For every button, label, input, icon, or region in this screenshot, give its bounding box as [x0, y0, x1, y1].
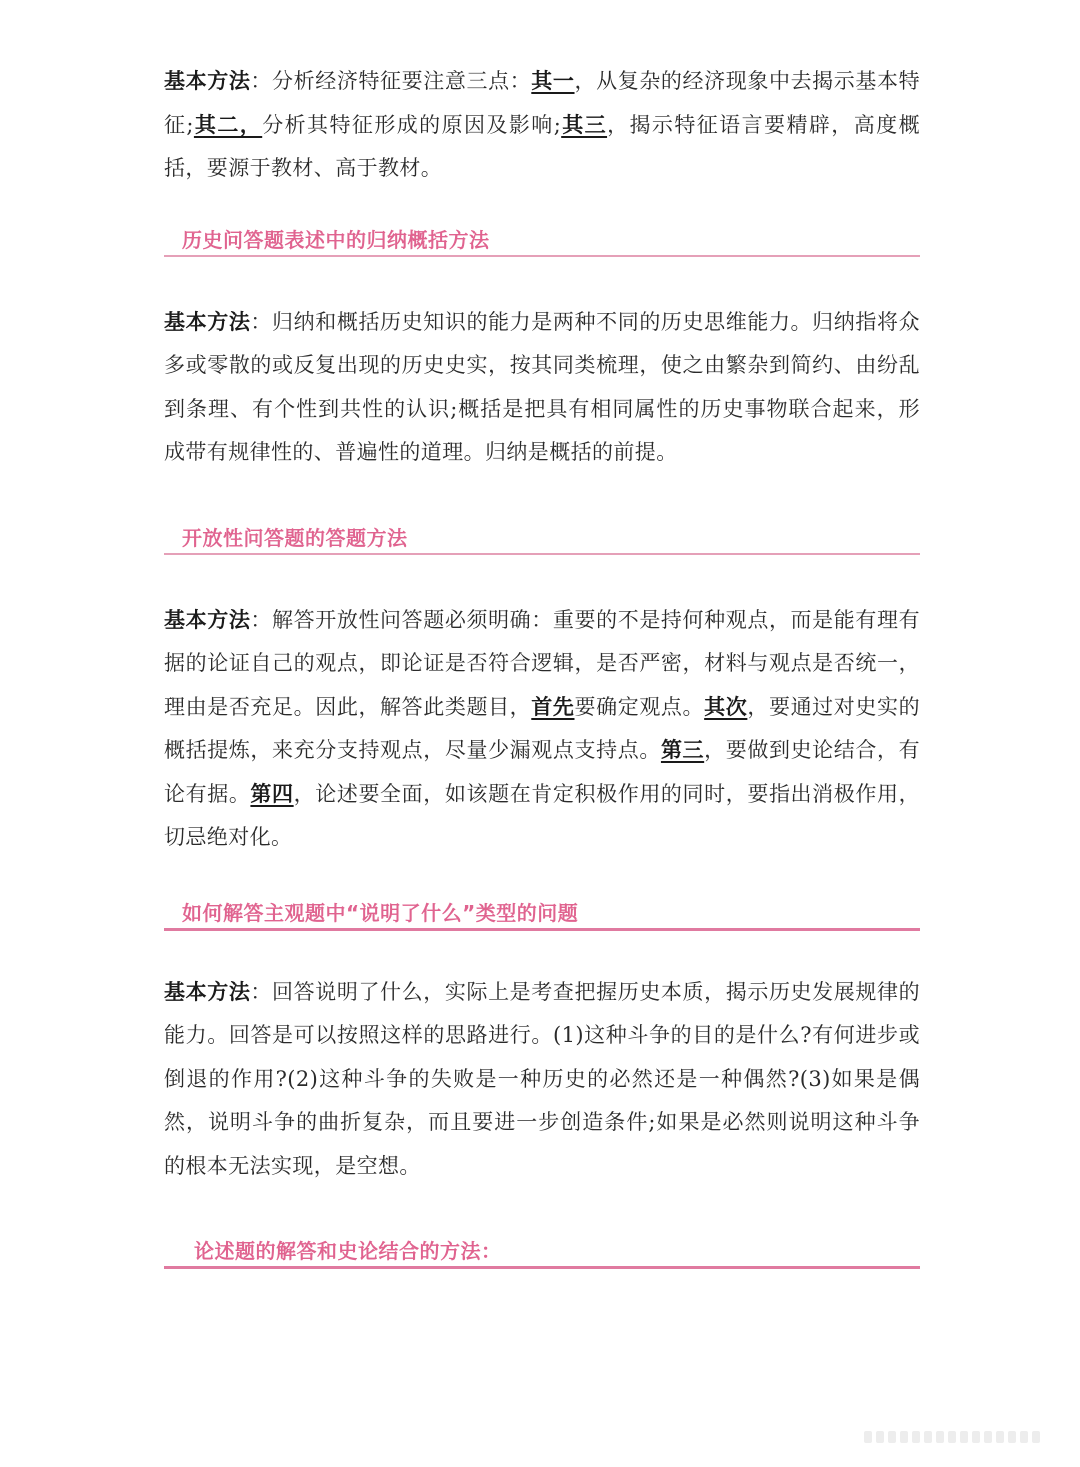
section-heading-what-it-shows	[164, 880, 920, 931]
section-heading-text: 论述题的解答和史论结合的方法：	[194, 1239, 502, 1263]
edge-mark	[888, 1431, 896, 1443]
emphasis-second: 其二，	[193, 112, 263, 137]
edge-mark	[1008, 1431, 1016, 1443]
section-heading-induction	[164, 207, 920, 257]
paragraph-text: 分析其特征形成的原因及影响;	[262, 112, 562, 137]
paragraph-lead: 基本方法	[164, 979, 251, 1004]
paragraph-text: ：解答开放性问答题必须明确：重要的不是持何种观点，而是能有理有据的论证自己的观点，即论证是否符合逻辑，是否严密，材料与观点是否统一，理由是否充足。因此，解答此类题目，	[164, 607, 920, 719]
edge-mark	[1020, 1431, 1028, 1443]
paragraph-text: ：分析经济特征要注意三点：	[250, 69, 532, 93]
section-heading-text: 如何解答主观题中“说明了什么”类型的问题	[182, 900, 579, 925]
edge-mark	[876, 1431, 884, 1443]
paragraph-lead: 基本方法	[164, 607, 251, 632]
paragraph-text: ，论述要全面，如该题在肯定积极作用的同时，要指出消极作用，切忌绝对化。	[164, 781, 920, 849]
edge-mark	[864, 1431, 872, 1443]
paragraph-text: ，要做到史论结合，有论有据。	[164, 738, 921, 806]
paragraph-text: ：回答说明了什么，实际上是考查把握历史本质，揭示历史发展规律的能力。回答是可以按照这样的思路进行。(1)这种斗争的目的是什么?有何进步或倒退的作用?(2)这种斗争的失败是一种历史的必然还是一种偶然?(3)如果是偶然，说明斗争的曲折复杂，而且要进一步创造条件;如果是必然则说明这种斗争的根本无法实现，是空想。	[164, 979, 920, 1178]
emphasis-secondly: 其次	[704, 694, 748, 719]
paragraph-induction	[164, 301, 920, 475]
edge-mark	[900, 1431, 908, 1443]
edge-mark	[984, 1431, 992, 1443]
paragraph-text: 要确定观点。	[574, 694, 705, 719]
paragraph-lead: 基本方法	[164, 69, 251, 93]
edge-mark	[996, 1431, 1004, 1443]
edge-mark	[948, 1431, 956, 1443]
paragraph-open-questions	[164, 599, 920, 860]
section-heading-essay-method	[164, 1218, 920, 1269]
document-page	[164, 60, 920, 1269]
page-edge-marks	[864, 1431, 1040, 1443]
section-heading-text: 历史问答题表述中的归纳概括方法	[182, 227, 490, 252]
edge-mark	[912, 1431, 920, 1443]
edge-mark	[960, 1431, 968, 1443]
emphasis-first: 其一	[531, 69, 575, 93]
emphasis-fourthly: 第四	[250, 781, 294, 806]
paragraph-text: ，从复杂的经济现象中去揭示基本特征;	[164, 69, 920, 137]
paragraph-economic-features	[164, 60, 920, 191]
paragraph-text: ，揭示特征语言要精辟，高度概括，要源于教材、高于教材。	[164, 112, 920, 180]
edge-mark	[936, 1431, 944, 1443]
emphasis-firstly: 首先	[531, 694, 575, 719]
section-heading-text: 开放性问答题的答题方法	[182, 525, 408, 550]
emphasis-third: 其三	[561, 112, 608, 137]
paragraph-what-it-shows	[164, 971, 920, 1189]
paragraph-text: ：归纳和概括历史知识的能力是两种不同的历史思维能力。归纳指将众多或零散的或反复出现的历史史实，按其同类梳理，使之由繁杂到简约、由纷乱到条理、有个性到共性的认识;概括是把具有相同属性的历史事物联合起来，形成带有规律性的、普遍性的道理。归纳是概括的前提。	[164, 309, 920, 464]
paragraph-text: ，要通过对史实的概括提炼，来充分支持观点，尽量少漏观点支持点。	[164, 694, 920, 762]
section-heading-open-questions	[164, 505, 920, 555]
edge-mark	[1032, 1431, 1040, 1443]
emphasis-thirdly: 第三	[660, 738, 705, 762]
edge-mark	[924, 1431, 932, 1443]
edge-mark	[972, 1431, 980, 1443]
paragraph-lead: 基本方法	[164, 309, 251, 334]
